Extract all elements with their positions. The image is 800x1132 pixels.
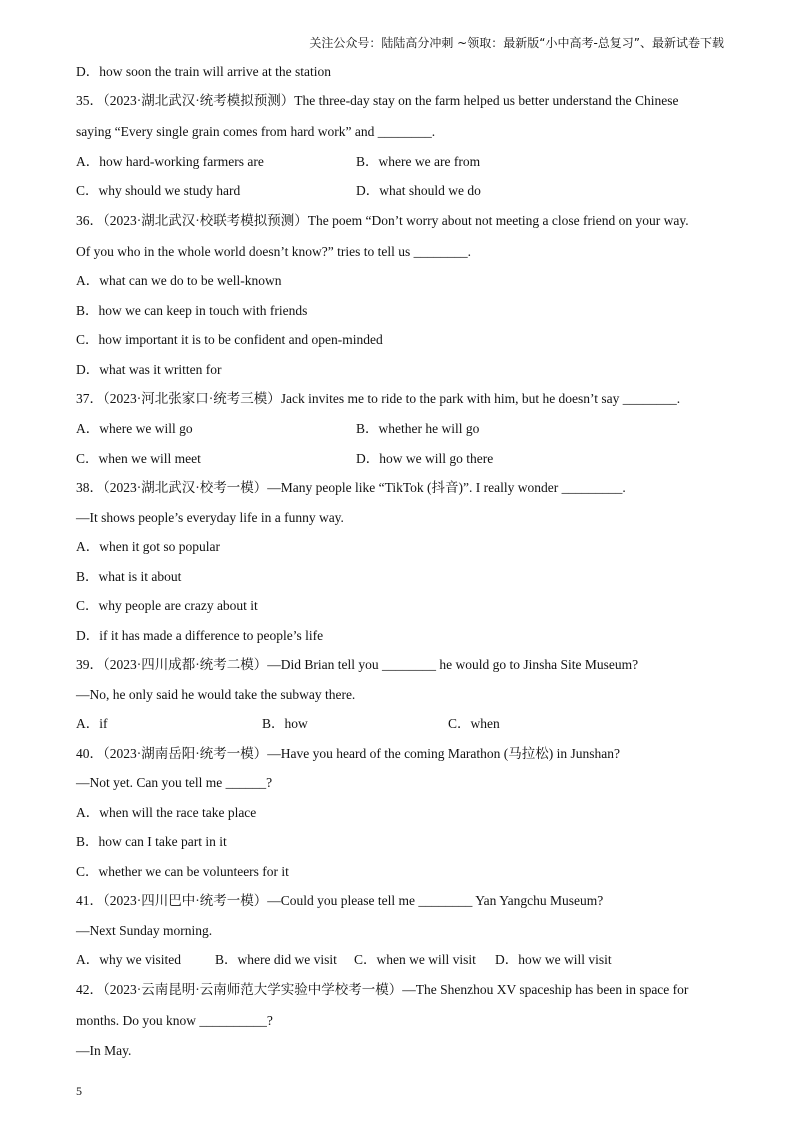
option-c: C．why people are crazy about it xyxy=(76,598,258,613)
option-b: B．where we are from xyxy=(356,154,481,169)
question-37: 37．（2023·河北张家口·统考三模）Jack invites me to ride to the park with him, but he doesn’t say ________. xyxy=(76,391,681,406)
page-header: 关注公众号：陆陆高分冲刺 ~领取：最新版“小中高考-总复习”、最新试卷下载 xyxy=(309,36,724,50)
question-line: saying “Every single grain comes from hard work” and ________. xyxy=(76,124,436,139)
option-c: C．whether we can be volunteers for it xyxy=(76,864,289,879)
option-b: B．where did we visit xyxy=(215,952,337,967)
question-38: 38．（2023·湖北武汉·校考一模）—Many people like “TikTok (抖音)”. I really wonder _________. xyxy=(76,480,626,495)
option-d: D．how we will visit xyxy=(495,952,612,967)
option-a: A．why we visited xyxy=(76,952,181,967)
option-d: D．if it has made a difference to people’s life xyxy=(76,628,324,643)
option-d: D．what was it written for xyxy=(76,362,222,377)
option-c: C．why should we study hard xyxy=(76,183,241,198)
page-number: 5 xyxy=(76,1084,82,1098)
question-line: months. Do you know __________? xyxy=(76,1013,273,1028)
option-a: A．what can we do to be well-known xyxy=(76,273,282,288)
question-41: 41．（2023·四川巴中·统考一模）—Could you please tell me ________ Yan Yangchu Museum? xyxy=(76,893,604,908)
question-36: 36．（2023·湖北武汉·校联考模拟预测）The poem “Don’t worry about not meeting a close friend on your way. xyxy=(76,213,689,228)
question-42: 42．（2023·云南昆明·云南师范大学实验中学校考一模）—The Shenzhou XV spaceship has been in space for xyxy=(76,982,689,997)
dialogue-line: —Not yet. Can you tell me ______? xyxy=(76,775,273,790)
option-b: B．what is it about xyxy=(76,569,182,584)
dialogue-line: —It shows people’s everyday life in a funny way. xyxy=(76,510,344,525)
question-40: 40．（2023·湖南岳阳·统考一模）—Have you heard of the coming Marathon (马拉松) in Junshan? xyxy=(76,746,621,761)
option-d: D．what should we do xyxy=(356,183,481,198)
option-c: C．when we will meet xyxy=(76,451,201,466)
option-a: A．how hard-working farmers are xyxy=(76,154,264,169)
option-c: C．when we will visit xyxy=(354,952,476,967)
question-39: 39．（2023·四川成都·统考二模）—Did Brian tell you ________ he would go to Jinsha Site Museum? xyxy=(76,657,639,672)
dialogue-line: —No, he only said he would take the subway there. xyxy=(76,687,356,702)
option-a: A．if xyxy=(76,716,108,731)
option-line: D．how soon the train will arrive at the station xyxy=(76,64,331,79)
dialogue-line: —Next Sunday morning. xyxy=(76,923,213,938)
question-35: 35．（2023·湖北武汉·统考模拟预测）The three-day stay on the farm helped us better understand the Chinese xyxy=(76,93,679,108)
option-d: D．how we will go there xyxy=(356,451,494,466)
option-a: A．when will the race take place xyxy=(76,805,257,820)
option-b: B．how can I take part in it xyxy=(76,834,227,849)
option-a: A．when it got so popular xyxy=(76,539,220,554)
option-a: A．where we will go xyxy=(76,421,193,436)
dialogue-line: —In May. xyxy=(76,1043,132,1058)
option-b: B．how we can keep in touch with friends xyxy=(76,303,308,318)
option-c: C．when xyxy=(448,716,500,731)
option-c: C．how important it is to be confident and open-minded xyxy=(76,332,383,347)
option-b: B．how xyxy=(262,716,308,731)
question-line: Of you who in the whole world doesn’t know?” tries to tell us ________. xyxy=(76,244,471,259)
option-b: B．whether he will go xyxy=(356,421,480,436)
